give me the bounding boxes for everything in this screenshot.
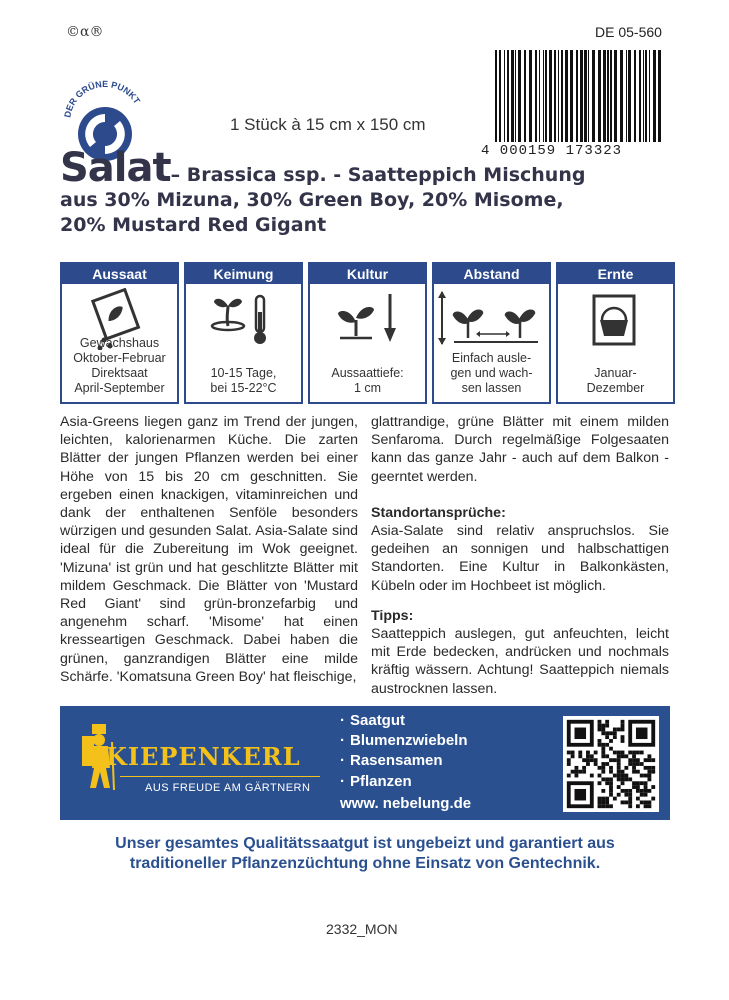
spacing-icon <box>434 288 549 350</box>
box-text <box>65 336 174 396</box>
brand-slogan: AUS FREUDE AM GÄRTNERN <box>145 782 311 794</box>
germination-thermometer-icon <box>186 288 301 350</box>
quality-line: traditioneller Pflanzenzüchtung ohne Einsatz von Gentechnik. <box>129 855 601 872</box>
service-item: · Blumenzwiebeln <box>340 732 468 750</box>
green-dot-text: DER GRÜNE PUNKT <box>62 78 143 119</box>
box-line: sen lassen <box>461 381 522 395</box>
website-link[interactable]: www. nebelung.de <box>340 795 472 812</box>
print-code: 2332_MON <box>326 921 398 937</box>
article-number: DE 05-560 <box>595 24 662 40</box>
box-line: Januar- <box>594 366 637 380</box>
quality-statement <box>60 834 670 874</box>
tipps-heading: Tipps: <box>371 607 414 624</box>
box-line: Aussaattiefe: <box>331 366 404 380</box>
box-line: April-September <box>74 381 165 395</box>
box-header: Keimung <box>186 264 301 284</box>
description-col2 <box>371 413 669 698</box>
box-line: Oktober-Februar <box>73 351 166 365</box>
box-text <box>437 351 546 396</box>
box-abstand <box>432 262 551 404</box>
box-line: bei 15-22°C <box>210 381 277 395</box>
qr-code-icon[interactable] <box>563 716 659 812</box>
box-line: gen und wach- <box>450 366 533 380</box>
box-line: Direktsaat <box>91 366 148 380</box>
standort-text: Asia-Salate sind relativ anspruchslos. Sie gedeihen an sonnigen und halbschattigen Standorten. Eine Kultur in Balkonkästen, Kübeln oder im Hochbeet ist möglich. <box>371 523 669 594</box>
service-item: · Rasensamen <box>340 752 443 770</box>
box-keimung <box>184 262 303 404</box>
services-list <box>340 711 468 792</box>
box-line: 1 cm <box>353 381 382 395</box>
service-item: · Pflanzen <box>340 772 412 790</box>
service-item: · Saatgut <box>340 712 406 729</box>
barcode <box>493 50 665 142</box>
description-col1: Asia-Greens liegen ganz im Trend der jungen, leichten, kalorienarmen Küche. Die zarten Blätter der jungen Pflanzen werden bei einer Höhe von 15 bis 20 cm geschnitten. Sie ergeben einen knackigen, vitaminreichen und dank der enthaltenen Senföle besonders würzigen und gesunden Salat. Asia-Salate sind ideal für die Zubereitung im Wok geeignet. 'Mizuna' ist grün und hat geschlitzte Blätter mit mildem Geschmack. Die Blätter von 'Mustard Red Giant' sind grün-bronzefarbig und angenehm scharf. 'Misome' hat einen kresseartigen Geschmack. Dabei haben die grünen, ganzrandigen Blätter eine milde Schärfe. 'Komatsuna Green Boy' hat fleischige, <box>60 414 358 685</box>
copyright-marks: ©α® <box>66 24 104 40</box>
box-header: Aussaat <box>62 264 177 284</box>
box-header: Abstand <box>434 264 549 284</box>
box-text <box>561 366 670 396</box>
box-ernte <box>556 262 675 404</box>
brand-logo: KIEPENKERL <box>106 742 301 771</box>
box-text <box>313 366 422 396</box>
title-sub-2: aus 30% Mizuna, 30% Green Boy, 20% Misome, <box>60 189 564 211</box>
standort-heading: Standortansprüche: <box>371 504 506 521</box>
title-sub-3: 20% Mustard Red Gigant <box>60 214 327 236</box>
box-header: Ernte <box>558 264 673 284</box>
box-header: Kultur <box>310 264 425 284</box>
box-line: Dezember <box>586 381 645 395</box>
quantity-text: 1 Stück à 15 cm x 150 cm <box>230 115 426 134</box>
barcode-number: 4 000159 173323 <box>481 143 623 159</box>
col2-intro: glattrandige, grüne Blätter mit einem milden Senfaroma. Durch regelmäßige Folgesaaten kann das ganze Jahr - auch auf dem Balkon - geerntet werden. <box>371 414 669 485</box>
logo-divider <box>120 776 320 777</box>
tipps-text: Saatteppich auslegen, gut anfeuchten, leicht mit Erde bedecken, andrücken und nochmals kräftig wässern. Achtung! Saatteppich niemals austrocknen lassen. <box>371 626 669 697</box>
box-line: Einfach ausle- <box>451 351 532 365</box>
title-main: Salat <box>60 145 171 191</box>
box-line: 10-15 Tage, <box>210 366 277 380</box>
plant-shovel-icon <box>310 288 425 350</box>
info-boxes <box>60 262 670 402</box>
box-aussaat <box>60 262 179 404</box>
box-text <box>189 366 298 396</box>
title-sub-1: – Brassica ssp. - Saatteppich Mischung <box>170 164 586 186</box>
box-kultur <box>308 262 427 404</box>
box-line: Gewächshaus <box>79 336 160 350</box>
harvest-basket-icon <box>558 288 673 350</box>
quality-line: Unser gesamtes Qualitätssaatgut ist ungebeizt und garantiert aus <box>115 835 615 852</box>
